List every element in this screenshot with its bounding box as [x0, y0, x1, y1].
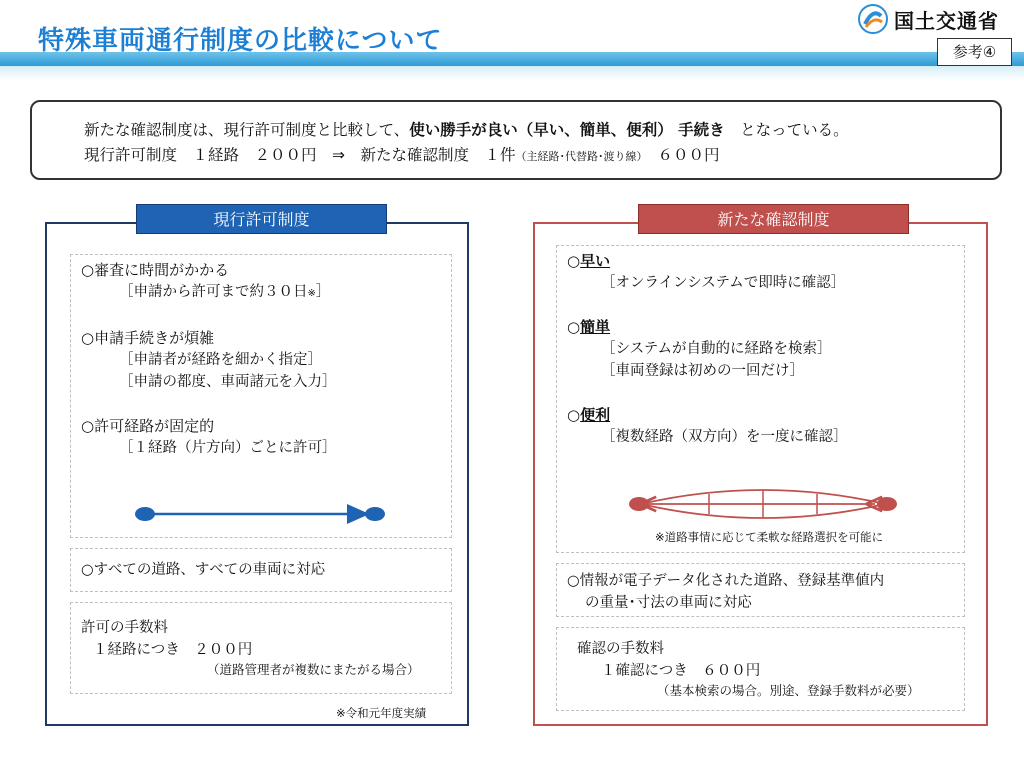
- summary-line2-small: （主経路･代替路･渡り線）: [515, 150, 642, 163]
- benefit-2-head: [567, 316, 964, 338]
- current-fee-note: （道路管理者が複数にまたがる場合）: [207, 662, 420, 677]
- summary-line1-bold: 使い勝手が良い（早い、簡単、便利） 手続き: [409, 121, 725, 139]
- issue-1-detail-text: ［申請から許可まで約３０日: [119, 284, 308, 300]
- new-benefits-box: [556, 245, 965, 553]
- benefit-3-head: [567, 404, 964, 426]
- issue-2-detail-2: ［申請の都度、車両諸元を入力］: [119, 374, 337, 390]
- ministry-emblem-icon: [858, 4, 888, 34]
- ministry-name: 国土交通省: [894, 8, 999, 33]
- current-footnote: ※令和元年度実績: [336, 706, 427, 720]
- new-fee-note: （基本検索の場合。別途、登録手数料が必要）: [657, 683, 920, 698]
- current-coverage-text: ○すべての道路、すべての車両に対応: [81, 562, 326, 578]
- current-coverage-box: [70, 548, 452, 592]
- new-coverage-line-2: の重量･寸法の車両に対応: [585, 595, 752, 611]
- reference-label: 参考④: [937, 38, 1012, 66]
- benefit-3-detail: ［複数経路（双方向）を一度に確認］: [601, 429, 848, 445]
- benefit-3-label: 便利: [580, 406, 611, 424]
- new-fee-title: 確認の手数料: [577, 641, 664, 657]
- header-stripe-light: [0, 66, 1024, 80]
- benefit-1-detail: ［オンラインシステムで即時に確認］: [601, 275, 846, 291]
- benefit-2-mark: ○: [567, 318, 581, 336]
- current-issues-box: [70, 254, 452, 538]
- new-confirmation-heading: 新たな確認制度: [638, 204, 909, 234]
- benefit-2-label: 簡単: [580, 318, 611, 336]
- current-fee-title: 許可の手数料: [81, 620, 168, 636]
- route-end-node: [365, 507, 385, 521]
- issue-1-detail-close: ］: [315, 284, 331, 300]
- new-coverage-line-1: ○情報が電子データ化された道路、登録基準値内: [567, 573, 885, 589]
- new-fee-box: [556, 627, 965, 711]
- benefit-2-detail-1: ［システムが自動的に経路を検索］: [601, 341, 832, 357]
- single-route-diagram: [131, 499, 391, 529]
- current-fee-line: １経路につき ２００円: [93, 642, 253, 658]
- multi-route-diagram: [625, 482, 901, 526]
- benefit-1-mark: ○: [567, 252, 581, 270]
- diagram-note: ※道路事情に応じて柔軟な経路選択を可能に: [655, 530, 884, 544]
- issue-2-head: ○申請手続きが煩雑: [81, 329, 215, 347]
- summary-line-1: [84, 118, 1000, 143]
- issue-1-detail: [81, 281, 451, 305]
- issue-3-detail-1: ［１経路（片方向）ごとに許可］: [119, 440, 337, 456]
- summary-line2-post: ６００円: [657, 146, 720, 164]
- ministry-logo: [858, 4, 999, 34]
- route-start-node: [629, 497, 649, 511]
- route-start-node: [135, 507, 155, 521]
- current-fee-box: [70, 602, 452, 694]
- new-fee-line: １確認につき ６００円: [601, 663, 761, 679]
- benefit-3-mark: ○: [567, 406, 581, 424]
- summary-line2-pre: 現行許可制度 １経路 ２００円 ⇒ 新たな確認制度 １件: [84, 146, 516, 164]
- summary-line1-pre: 新たな確認制度は、現行許可制度と比較して、: [84, 121, 410, 139]
- page-title: 特殊車両通行制度の比較について: [38, 26, 443, 56]
- benefit-1-head: [567, 250, 964, 272]
- issue-3-head: ○許可経路が固定的: [81, 417, 215, 435]
- summary-box: [30, 100, 1002, 180]
- issue-1-head: ○審査に時間がかかる: [81, 261, 230, 279]
- new-coverage-box: [556, 563, 965, 617]
- current-permit-heading: 現行許可制度: [136, 204, 387, 234]
- route-end-node: [877, 497, 897, 511]
- summary-line-2: [84, 143, 1000, 169]
- issue-1-detail-mark: ※: [307, 288, 316, 299]
- summary-line1-post: となっている。: [740, 121, 849, 139]
- benefit-1-label: 早い: [580, 252, 611, 270]
- issue-2-detail-1: ［申請者が経路を細かく指定］: [119, 352, 322, 368]
- benefit-2-detail-2: ［車両登録は初めの一回だけ］: [601, 363, 804, 379]
